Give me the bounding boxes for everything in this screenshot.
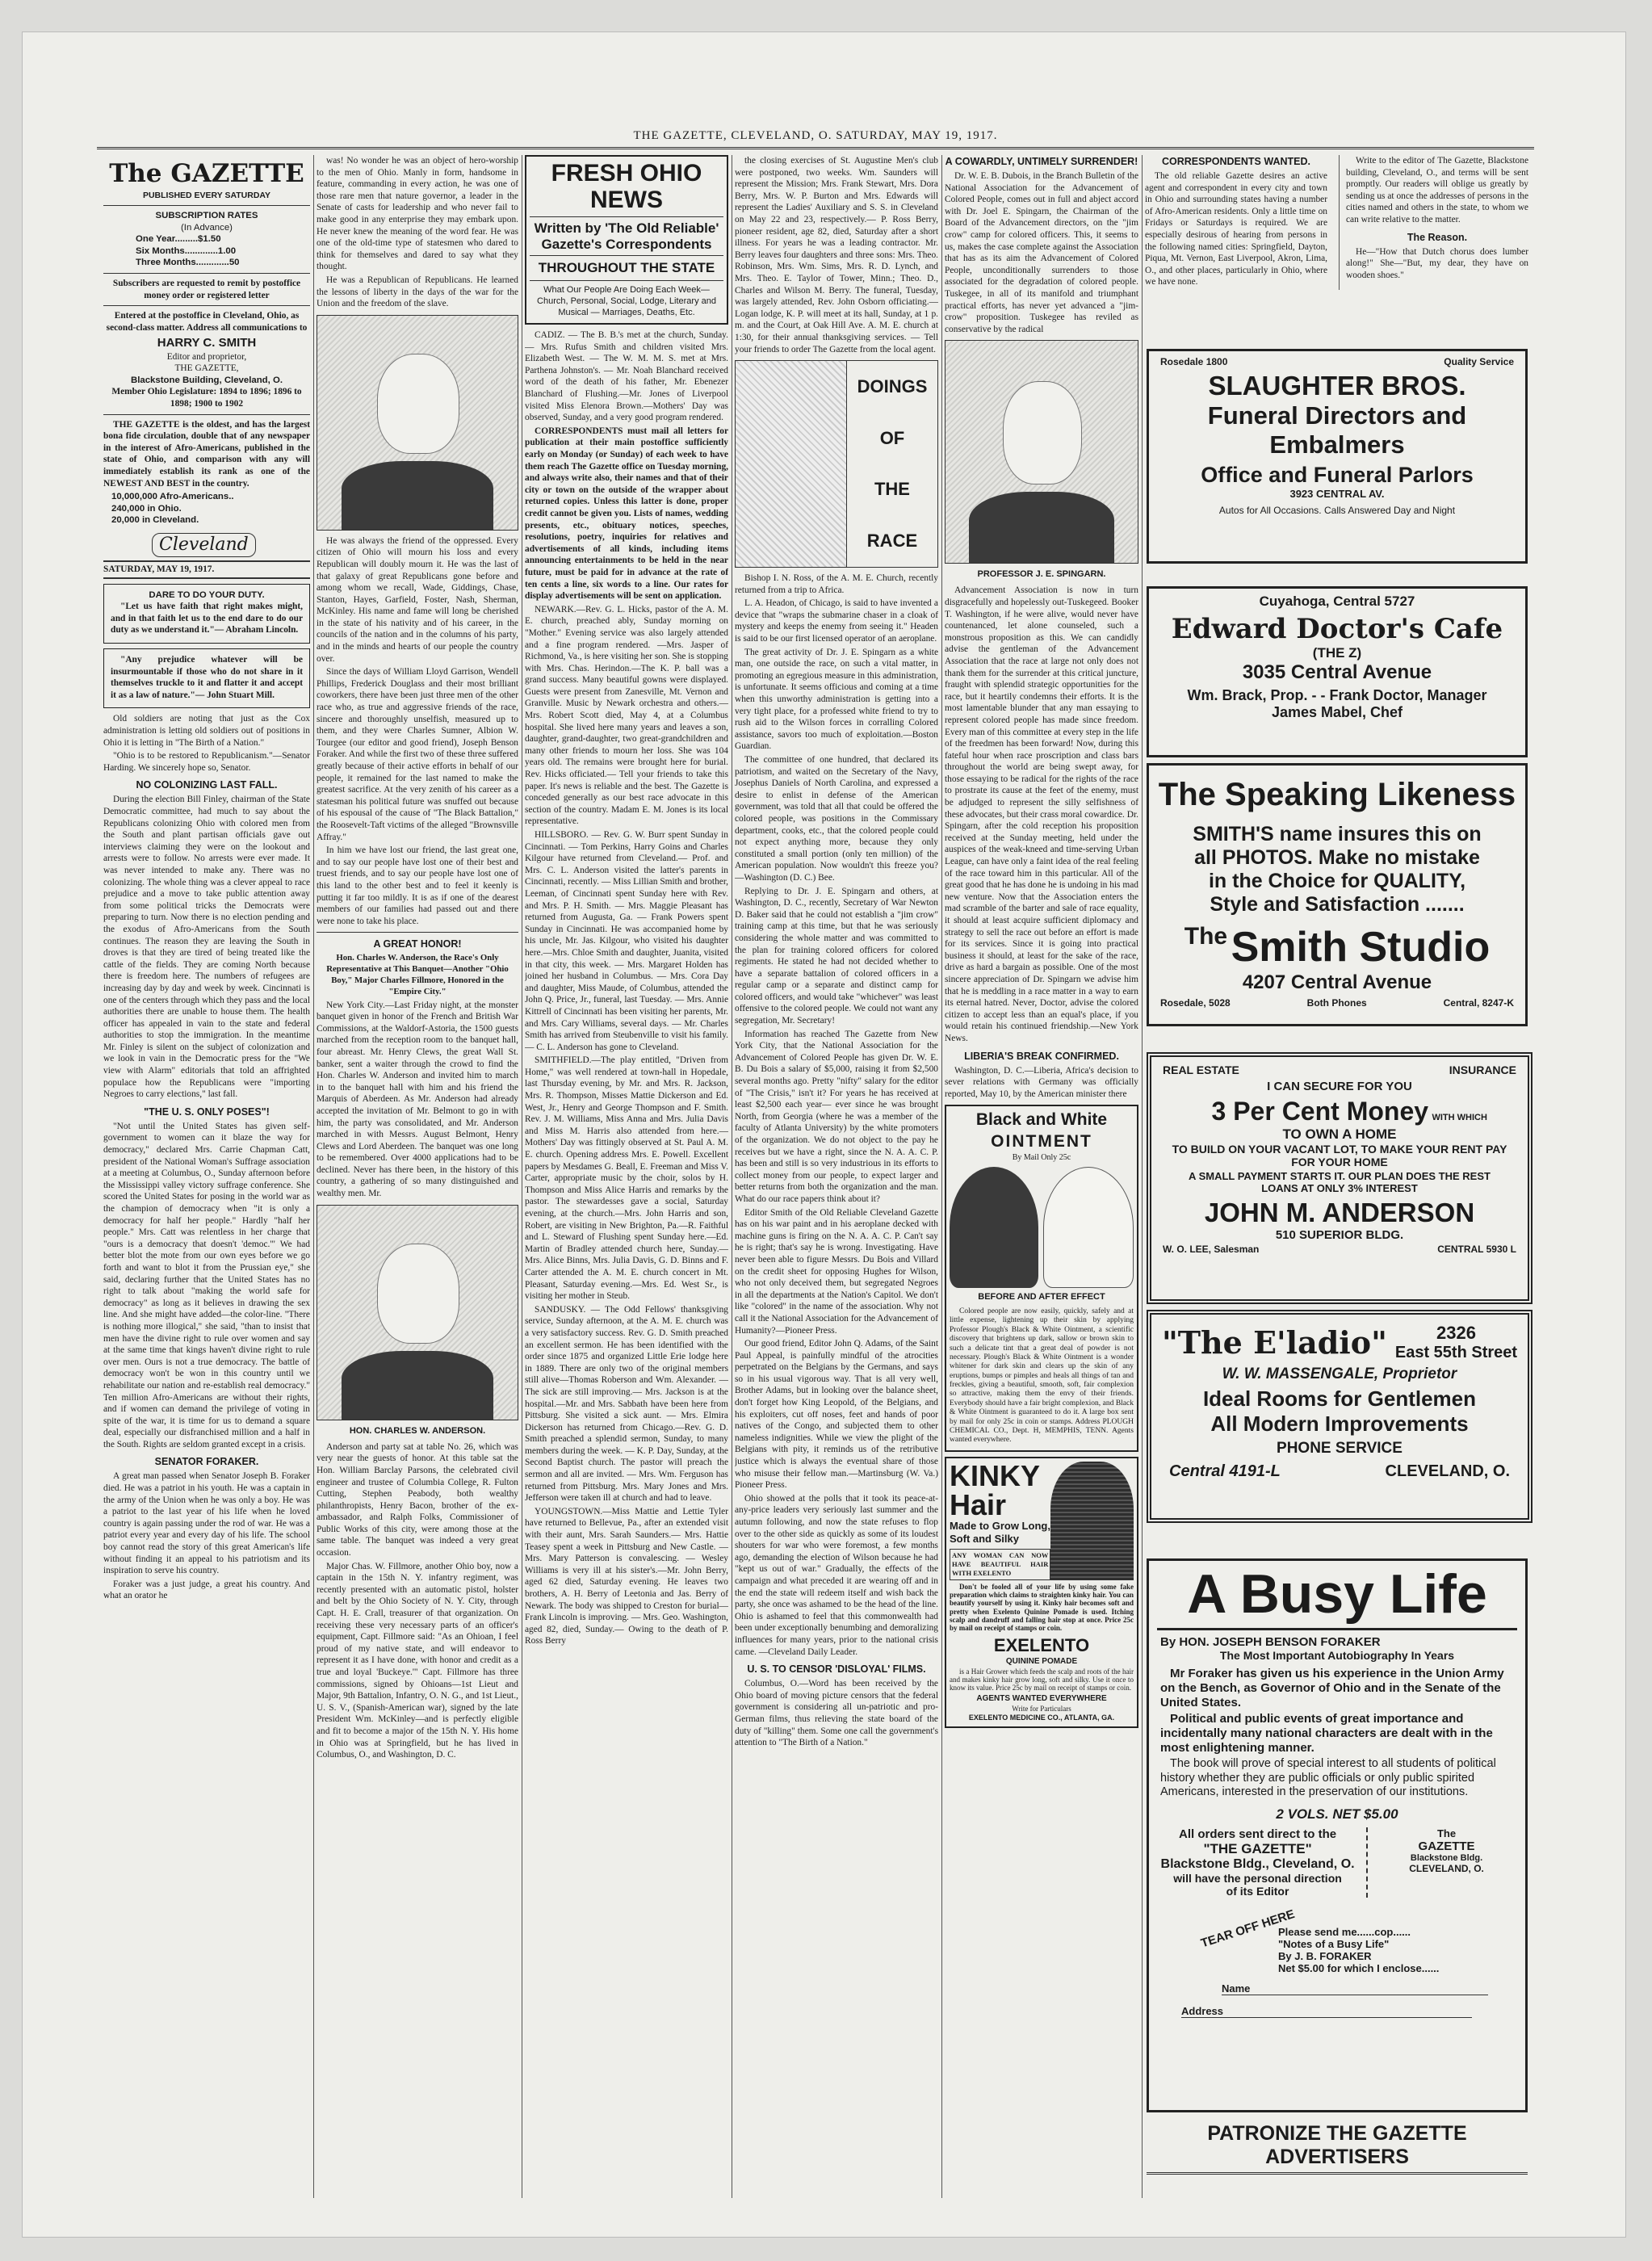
heading-senator-foraker: SENATOR FORAKER. [154,1456,259,1468]
coupon-gazette: GAZETTE [1418,1839,1475,1853]
article-colonizing: During the election Bill Finley, chairman of the State Democratic committee, had much to say about the Republicans colonizing Ohio with colored men from the South and plant partisan officials gave out interviews claiming they were on the lookout and arrests were to follow. No arrests were ever made. It was never intended to make any. There was no colonizing. The whole thing was a clever appeal to race prejudice and a move to take public attention away from some political tricks the Democrats were preparing to turn. Now there is no election pending and the exodus of Afro-Americans from the South continues. The reason they are leaving the South in droves is that they are tired of being treated like the cattle of the fields. They are coming North because there is freedom here. The numbers of refugees are increasing day by day and week by week. Cincinnati is one of the centers through which they pass and the local authorities there are unable to house them. The health officer has appealed in vain to the state and federal authorities to stop the immigration. In the meantime Mr. Finley is silent on the subject of colonization and we look in vain in the Democratic press for the "We view with Alarm" editorials that told an affrighted populace how the Republicans were "importing Negroes to carry elections," last fall. [103,795,310,1100]
article-foraker-5: He was always the friend of the oppressed. Every citizen of Ohio will mourn his loss and every Republican will doubly mourn it. He was the last of that galaxy of great Republicans gone before and among whom we recall, Wade, Giddings, Chase, Stanton, Hayes, Garfield, Foster, Nash, Sherman, McKinley. His name and fame will long be cherished in the state of his nativity and of his career, in the councils of the nation and in the columns of his party, and in the minds and hearts of our people the country over. [317,535,518,664]
coupon-city: CLEVELAND, O. [1409,1862,1484,1874]
issue-date: SATURDAY, MAY 19, 1917. [103,560,310,579]
busy-life-address: Blackstone Bldg., Cleveland, O. [1160,1856,1355,1871]
insurance-label: INSURANCE [1449,1063,1516,1076]
column-6-top [1145,155,1528,341]
eladio-phone: Central 4191-L [1169,1462,1281,1480]
coupon-please-send: Please send me......cop...... [1278,1925,1411,1938]
smith-phone-rosedale: Rosedale, 5028 [1160,997,1231,1009]
cafe-address: 3035 Central Avenue [1242,661,1432,683]
news-bishop-ross: Bishop I. N. Ross, of the A. M. E. Church, recently returned from a trip to Africa. [735,573,938,595]
cartoon-title-of: OF [879,427,905,448]
article-honor-2: Anderson and party sat at table No. 26, which was very near the guests of honor. At this table sat the Hon. William Barclay Parsons, the celebrated civil engineer and trustee of Columbia College, R. Fulton Cutting, Stephen Peabody, both wealthy philanthropists, Henry Bacon, brother of the ex-ambassador, and Ralph Folks, Commissioner of Public Works of this city, were among those at the same table. The banquet was indeed a very great occasion. [317,1441,518,1558]
remit-notice: Subscribers are requested to remit by postoffice money order or registered letter [112,279,301,300]
cafe-proprietor: Wm. Brack, Prop. - - Frank Doctor, Manager [1187,687,1487,703]
eladio-phone-service: PHONE SERVICE [1277,1440,1403,1457]
exelento-name: EXELENTO [993,1634,1090,1655]
coupon-bldg: Blackstone Bldg. [1410,1852,1483,1863]
ointment-before-image [950,1167,1038,1288]
spingarn-portrait [945,340,1138,564]
anderson-real-estate-ad [1147,1052,1533,1304]
article-liberia: Washington, D. C.—Liberia, Africa's decision to sever relations with Germany was officially reported, May 10, by the American minister there [945,1065,1138,1099]
article-foraker-7: In him we have lost our friend, the last great one, and to say our people have lost one of their best and truest friends, and to say our people have lost one of this land to the other best and to feel it keenly is putting it far too mildly. It is as if one of the dearest members of our families had passed out and there were none to take his place. [317,845,518,926]
small-payment: A SMALL PAYMENT STARTS IT. OUR PLAN DOES THE REST [1189,1170,1491,1182]
write-editor-text: Write to the editor of The Gazette, Blackstone building, Cleveland, O., and terms will be sent promptly. Our readers will oblige us greatly by sending us at once the addresses of persons in the cities named and others in the state, to whom we can write relative to the matter. [1346,156,1528,224]
heading-us-poses: "THE U. S. ONLY POSES"! [144,1105,270,1118]
population-ohio: 240,000 in Ohio. [111,503,182,514]
smith-the: The [1184,923,1228,950]
kinky-hair-ad [945,1457,1138,1728]
column-rule [1142,155,1143,2198]
news-committee: The committee of one hundred, that declared its patriotism, and waited on the Secretary of the Navy, Josephus Daniels of North Carolina, and expressed a desire to enlist in defense of the American government, was told that all that could be offered the colored people, was positions in the Commissary department, cooks, etc., that the colored people could not expect anything more, because they only constituted a small portion (only ten million) of the American population. Now wouldn't this freeze you?—Washington (D. C.) Bee. [735,755,938,883]
eladio-name: "The E'ladio" [1161,1324,1387,1361]
doings-of-race-cartoon [735,360,938,568]
correspondents-heading: Written by 'The Old Reliable' Gazette's Correspondents [534,220,719,252]
news-baker: Replying to Dr. J. E. Spingarn and others, at Washington, D. C., recently, Secretary of War Newton D. Baker said that he could not establish a "jim crow" training camp at this time, but that he was seriously considering the whole matter and was committed to the plan for training colored officers for colored regiments. He stated he had not decided whether to have a separate battalion of colored officers in a regular camp or a separate and distinct camp for colored officers, and would take "whichever" was least offensive to the colored people. We could not want any segregation, Mr. Secretary! [735,886,938,1026]
own-a-home: TO OWN A HOME [1282,1126,1397,1142]
rate-six-months: Six Months.............1.00 [136,245,237,256]
coupon-address-field[interactable]: Address [1181,2005,1472,2018]
editorial-soldiers: Old soldiers are noting that just as the Cox administration is letting old soldiers out of positions in Ohio it is letting in "The Birth of a Nation." [103,714,310,748]
coupon-name-field[interactable]: Name [1222,1982,1488,1995]
heading-colonizing: NO COLONIZING LAST FALL. [136,779,278,791]
rate-three-months: Three Months.............50 [136,258,240,268]
correspondents-notice: CORRESPONDENTS must mail all letters for publication at their main postoffice sufficiently early on Monday (or Sunday) of each week to have them reach The Gazette office on Tuesday morning, and always write also, their names and that of their city or town on the outside of the wrapper about returned copies. Unless this latter is done, proper credit cannot be given you. Lists of names, wedding presents, etc., obituary notices, speeches, resolutions, poetry, inquiries for relatives and advertisements of all kinds, including items announcing entertainments to be held in the near future, must be paid for in advance at the rate of ten cents a line, six words to a line. Our rates for display advertisements will be sent on application. [525,426,728,602]
cleveland-logo: Cleveland [152,533,256,557]
busy-life-ad [1147,1558,1528,2112]
coupon-notes: "Notes of a Busy Life" [1278,1937,1390,1950]
masthead-subtitle: PUBLISHED EVERY SATURDAY [142,190,271,200]
editorial-harding: "Ohio is to be restored to Republicanism."—Senator Harding. We sincerely hope so, Senator. [103,751,310,773]
smith-studio-name: Smith Studio [1231,924,1491,971]
ointment-text: Colored people are now easily, quickly, safely and at little expense, lightening up their skin by applying Professor Plough's Black & White Ointment, a scientific discovery that brightens up dark, sallow or brown skin to such a delicate tint that a great deal of powder is not necessary. Plough's Black & White Ointment is a wonder whitener for dark skin and clears up the skin of any eruptions, bumps or pimples and heals all things of tan and freckles, giving a beautiful, smooth, soft, fair complexion so attractive, making them the envy of their friends. Everybody should have a fair bright complexion, and Black & White Ointment is guaranteed to do it. A large box sent by mail for only 25c in coin or stamps. Address PLOUGH CHEMICAL CO., Dept. H, MEMPHIS, TENN. Agents wanted everywhere. [950,1307,1134,1445]
eladio-city: CLEVELAND, O. [1385,1462,1510,1480]
real-estate-label: REAL ESTATE [1163,1063,1239,1076]
three-percent-money: 3 Per Cent Money [1211,1097,1429,1126]
news-sandusky: SANDUSKY. — The Odd Fellows' thanksgiving service, Sunday afternoon, at the A. M. E. church was a very satisfactory success. Rev. G. D. Smith preached an excellent sermon. He has been identified with the order since 1875 and organized Little Erie lodge here in 1889. There are only two of the original members still alive—Thomas Roberson and Wm. Alexander. — The sick are still improving.— Mrs. Jackson is at the hospital.—Mr. and Mrs. Sabbath have been here from Pittsburg. She visited a sick aunt. — Mrs. Elmira Dickerson has returned from Chicago.—Rev. G. D. Smith preached a splendid sermon, Sunday, to many members during the week. — K. P. Day, Sunday, at the Second Baptist church. The pastor will preach the sermon and all are invited. — Mrs. Wm. Ferguson has returned from Pittsburg. Mrs. Mary Jones and Mrs. Jefferson were taken ill at church and had to leave. [525,1304,728,1504]
news-smithfield: SMITHFIELD.—The play entitled, "Driven from Home," was well rendered at town-hall in Hopedale, last Thursday evening, by Mr. and Mrs. R. Jackson, Mrs. R. Thompson, Misses Mattie Dickerson and Ed. West, Jr., Henry and George Thompson and F. Smith. Rev. J. M. Williams, Miss Anna and Mrs. Julia Davis and Miss M. Harris also attended from here.— Mothers' Day was fittingly observed at St. Paul A. M. E. church. Opening address Mrs. E. Powell. Excellent papers by Mesdames G. Beall, E. Freeman and Miss V. Carter, appropriate music by the choir, solos by H. Thompson and Miss Alice Harris and remarks by the pastor. The stewardesses gave a social, Saturday evening, at the church.—Mrs. John Harris and son, Robert, are visiting in New Brighton, Pa.—R. Faithful and L. Steward of Flushing spent Sunday here.—Ed. Martin of Bradley attended church here, Sunday.—Mrs. Alice Binns, Mrs. Julia Davis, G. D. Binns and F. Carter attended the A. M. E. church concert in Mt. Pleasant, Saturday evening.—Mrs. Ed. West Sr., is visiting her mother in Steub. [525,1055,728,1302]
ointment-price: By Mail Only 25c [1012,1153,1071,1163]
article-honor-3: Major Chas. W. Fillmore, another Ohio boy, now a captain in the 15th N. Y. infantry regiment, was recently presented with an automatic pistol, holster and belt by the Ohio Society of N. Y. City, through Capt. H. E. Crall, treasurer of that organization. On receiving these very necessary parts of an officer's equipment, Capt. Fillmore said: "As an Ohioan, I feel proud of my native state, and will endeavor to represent it as I have done, with honor and credit as a true and loyal 'Buckeye.'" Capt. Fillmore has three commissions, signed by Ohioans—1st Lieut and Major, 9th Battalion, Infantry, O. N. G., and 1st Lieut., U. S. V., (Spanish-American war), signed by the late President Wm. McKinley—and is perfectly eligible and fit to become a major of the 15th N. Y. His home in Ohio was at Springfield, but he has lived in Columbus, O., and Washington, D. C. [317,1561,518,1760]
news-youngstown-cont: the closing exercises of St. Augustine Men's club were postponed, two weeks. Wm. Saunders will represent the Mission; Mrs. Frank Stewart, Mrs. Dora Berry, Mrs. W. P. Burton and Mrs. Edwards will represent the Ladies' Auxiliary and S. S. in Cleveland on May 22 and 23, respectively.— P. Ross Berry, pioneer resident, age 82, died, Saturday after a short illness. For years he was a leading contractor. Mr. Berry leaves four daughters and three sons: Mrs. Theo. Robinson, Mrs. Wm. Sims, Mrs. R. D. Lynch, and Mrs. Theo. E. Taylor of Tower, Minn.; Theo. D., Charles and Wilson M. Berry. The funeral, Tuesday, was largely attended, Rev. John Osborn officiating.—Logan lodge, K. P. will meet at its hall, Sunday, at 1 p. m. and the Court, at Oak Hill Ave. A. M. E. church at 1:30, for their annual thanksgiving services. — Tell your friends to order The Gazette from the local agent. [735,156,938,354]
busy-life-orders: All orders sent direct to the [1179,1827,1337,1841]
reason-text: He—"How that Dutch chorus does lumber along!" She—"But, my dear, they have on wooden shoes." [1346,246,1528,280]
busy-life-gazette: "THE GAZETTE" [1203,1840,1312,1856]
column-2 [317,155,518,2198]
exelento-subtitle: QUININE POMADE [1005,1656,1078,1666]
busy-life-p1: Mr Foraker has given us his experience in the Union Army on the Bench, as Governor of Ohio and in the Senate of the United States. [1160,1667,1504,1710]
kinky-box: ANY WOMAN CAN NOW HAVE BEAUTIFUL HAIR WITH EXELENTO [950,1549,1050,1580]
paper-name: THE GAZETTE, [174,363,239,374]
news-headon: L. A. Headon, of Chicago, is said to have invented a device that "wraps the submarine chaser in a cloak of mystery and keeps the enemy from seeing it." Headen is said to be our first licensed operator of an aeroplane. [735,598,938,644]
article-us-poses: "Not until the United States has given self-government to women can it blaze the way for democracy," declared Mrs. Carrie Chapman Catt, president of the National Woman's Suffrage association at a meeting at Columbus, O., Sunday afternoon before the Mississippi valley victory suffrage conference. She scored the United States for posing in the world war as the champion of democracy when "it is only a democracy for half her people." Hardly "half her people." Mrs. Catt was relentless in her charge that "ours is a democracy that doesn't 'democ.'" We had better blot the mote from our own eyes before we go forth and want to blot it from the Prussian eye," she said, declaring further that the United States has no right to talk about "making the world safe for democracy" as long as it believes in drawing the sex line. And she might have added—the color-line. "There is nothing more illogical," she said, "than to insist that men have the divine right to rule over women and say at the same time that kings haven't divine right to rule over men. Ours is not a true democracy. The battle of democracy won't be won in this country until we rehabilitate our nation and re-establish real democracy." Ten million Afro-Americans are without their rights, and if women can demand the privilege of voting in spite of the war, it is time for us to demand a square deal, especially our disfranchised million and a half in the South. Rights are seldom granted except in a crisis. [103,1121,310,1449]
foraker-portrait [317,315,518,531]
cafe-phone: Cuyahoga, Central 5727 [1259,594,1415,609]
rates-subheading: (In Advance) [181,222,233,233]
build-on-lot: TO BUILD ON YOUR VACANT LOT, TO MAKE YOUR RENT PAY FOR YOUR HOME [1172,1143,1507,1168]
cafe-z: (THE Z) [1312,645,1362,661]
exelento-company: EXELENTO MEDICINE CO., ATLANTA, GA. [968,1714,1115,1722]
slaughter-name: SLAUGHTER BROS. [1208,371,1466,401]
busy-life-heading: A Busy Life [1187,1563,1487,1625]
column-5 [945,155,1138,2198]
busy-life-author: By HON. JOSEPH BENSON FORAKER [1160,1635,1381,1650]
cafe-chef: James Mabel, Chef [1271,704,1403,720]
anderson-phone: CENTRAL 5930 L [1437,1244,1516,1255]
loans-interest: LOANS AT ONLY 3% INTEREST [1261,1182,1418,1194]
masthead-title: The GAZETTE [109,159,304,188]
busy-life-subtitle: The Most Important Autobiography In Years [1219,1649,1455,1663]
heading-great-honor: A GREAT HONOR! [373,938,462,950]
eladio-number: 2326 [1436,1323,1476,1343]
eladio-ad [1147,1310,1533,1523]
ointment-subtitle: OINTMENT [991,1132,1092,1151]
busy-life-direction: will have the personal direction [1173,1871,1342,1885]
article-foraker-6: Since the days of William Lloyd Garrison, Wendell Phillips, Frederick Douglass and their most brilliant coworkers, there have been just three men of the other race who, as true and aggressive friends of the race, sincere and thoroughly unselfish, measured up to them, and they were Charles Sumner, Albion W. Tourgee (our editor and good friend), Joseph Benson Foraker. And while the first two of these three suffered greatly because of their active efforts in behalf of our people, it remained for the last named to make the greatest sacrifice. At the very zenith of his career as a statesman his political future was snuffed out because of his espousal of the cause of "The Black Battalion," the Roosevelt-Taft victims of the alleged "Brownsville Affray." [317,667,518,842]
column-rule [941,155,942,2198]
article-foraker-2: Foraker was a just judge, a great his country. And what an orator he [103,1579,310,1601]
busy-life-p3: The book will prove of special interest to all students of political history whether they are public officials or only public spirited Americans, interested in the preservation of our institutions. [1160,1757,1496,1799]
ointment-ad [945,1105,1138,1451]
member-notice: Member Ohio Legislature: 1894 to 1896; 1896 to 1898; 1900 to 1902 [111,387,302,409]
slaughter-bros-ad [1147,349,1528,564]
smith-line2: all PHOTOS. Make no mistake [1194,846,1480,869]
coupon-enclose: Net $5.00 for which I enclose...... [1278,1961,1440,1974]
rates-heading: SUBSCRIPTION RATES [155,211,258,221]
kinky-hair-title: Hair [950,1487,1007,1521]
cartoon-illustration [736,361,847,567]
news-hillsboro: HILLSBORO. — Rev. G. W. Burr spent Sunday in Cincinnati. — Tom Perkins, Harry Goins and Charles Kilgour have returned from Cleveland.— Prof. and Mrs. C. L. Anderson visited the latter's parents in Cincinnati, recently. — Miss Lillian Smith and brother, Leeman, of Cincinnati spent Sunday here with Rev. and Mrs. P. H. Smith. — Mrs. Maggie Pleasant has returned from Augusta, Ga. — Frank Powers spent Sunday in Cincinnati. He was accompanied home by his uncle, Mr. Jas. Kilgour, who visited his daughter here.—Mrs. Chloe Smith and daughter, Juanita, visited in that city, this week. — Mrs. Margaret Holden has joined her husband in Columbus. — Mrs. Cora Day and daughter, Miss Maude, of Columbus, attended the John Q. Price, Jr., funeral, last Tuesday. — Mrs. Annie Kittrell of Cincinnati has been visiting her parents, Mr. and Mrs. Cary Williams, several days. — Mr. Charles Smith has arrived from Steubenville to visit his family. — C. L. Anderson has gone to Cleveland. [525,830,728,1052]
ointment-after-image [1043,1167,1134,1288]
edward-doctors-cafe-ad [1147,586,1528,757]
duty-heading: DARE TO DO YOUR DUTY. [149,589,265,600]
heading-reason: The Reason. [1407,231,1468,243]
correspondents-wanted-text: The old reliable Gazette desires an active agent and correspondent in every city and town in Ohio and surrounding states having a number of Afro-American residents. Only a little time on Fridays or Saturdays is required. We are especially desirous of hearing from persons in the following named cities: Springfield, Dayton, Piqua, Mt. Vernon, East Liverpool, Akron, Lima, O., and other places, particularly in Ohio, where we have none. [1145,171,1327,287]
salesman: W. O. LEE, Salesman [1163,1244,1260,1255]
anderson-portrait [317,1205,518,1420]
slaughter-quality: Quality Service [1444,356,1514,367]
cartoon-title-doings: DOINGS [857,375,928,396]
kinky-hair-image [1050,1462,1134,1580]
fresh-ohio-news-heading: FRESH OHIO NEWS [551,160,702,213]
news-adams: Our good friend, Editor John Q. Adams, of the Saint Paul Appeal, is painfully mindful of the atrocities perpetrated on the Belgians by the Germans, and says so in his usual vigorous way. That is all very well, Brother Adams, but in looking over the balance sheet, don't forget how King Leopold, of the Belgians, and his exploiters, cut off noses, feet and hands of poor natives of the Congo, and subjected them to other nameless indignities. While we view the plight of the Belgians with pity, it reminds us of the retributive justice which is always the eventual share of those who misuse their fellow man.—Martinsburg (W. Va.) Pioneer Press. [735,1339,938,1491]
eladio-line1: Ideal Rooms for Gentlemen [1202,1386,1477,1411]
cafe-name: Edward Doctor's Cafe [1171,613,1503,645]
column-rule [313,155,314,2198]
throughout-state-heading: THROUGHOUT THE STATE [538,260,715,276]
article-cowardly-2: Advancement Association is now in turn disgracefully and hopelessly out-Tuskegeed. Booker T. Washington, if he were alive, would never have countenanced, let alone counseled, such a monstrous proposition as this. We can candidly advise the gentleman of the Advancement Association that the race at large not only does not thank them for the surrender at this critical juncture, fraught with splendid strategic opportunities for the race, but it heartily condemns their efforts. It is the most lamentable blunder that any man essaying to represent colored people has made since freedom. Every man of this committee at every step in the life of the freedmen has been forward! Now, during this fateful hour when race proscription and class bars throughout the world are being swept away, for those essaying to be radical for the rights of the race to prostrate its cause at the feet of the enemy, must be adjudged to represent the silly selfishness of these advocates, but their crass moral cowardice. Dr. Spingarn, after the cold reception his proposition received at the Sunday meeting, held under the auspices of the weak-kneed and time-serving Urban League, can have only a faint idea of the real feeling of the race toward him in this particular. All of the great good that he has done he is undoing in his mad new venture. Now that the Association enters the mad scramble of the barter and sale of race equality, it should at least acquire sufficient diplomacy and strategy to sell the race out before an effort is made for its services. Since it is going into practical business it should, at least for the sake of the race, drive as hard a bargain as possible. One of the most sincere appreciation of Dr. Spingarn we advise him that he is meddling in a race matter in a way to earn its eternal hatred. Never, Doctor, advise the colored citizen to accept less than an equal's place, if you would retain his continued friendship.—New York News. [945,585,1138,1043]
coupon-tear-off: TEAR OFF HERE [1199,1907,1297,1951]
coupon-by: By J. B. FORAKER [1278,1949,1372,1962]
slaughter-line2: Funeral Directors and [1207,401,1467,430]
mill-quote: "Any prejudice whatever will be insurmountable if those who do not share in it themselves truckle to it and flatter it and accept it as a law of nature."— John Stuart Mill. [111,655,303,700]
cartoon-title-the: THE [874,479,910,500]
article-foraker-4: He was a Republican of Republicans. He learned the lessons of liberty in the days of the war for the Union and the freedom of the slave. [317,275,518,309]
kinky-text: Don't be fooled all of your life by using some fake preparation which claims to straighten kinky hair. You can beautify yourself by using it. Kinky hair becomes soft and pretty when Exelento Quinine Pomade is used. Itching scalp and dandruff and falling hair stop at once. Price 25c by mail on receipt of stamps or coin. [950,1582,1134,1633]
secure-for-you: I CAN SECURE FOR YOU [1267,1080,1412,1093]
article-foraker-3: was! No wonder he was an object of hero-worship to the men of Ohio. Manly in form, handsome in feature, commanding in every action, he was one of those rare men that nature governor, a leader in the Senate of casts for leadership and who never fail to make good in any enterprise they may embark upon. He never knew the meaning of the word fear. He was one of the old-time type of statesmen who dared to think for themselves and dared to say what they thought. [317,156,518,272]
speaking-likeness-heading: The Speaking Likeness [1158,777,1516,812]
column-3 [525,155,728,2198]
heading-liberia: LIBERIA'S BREAK CONFIRMED. [964,1050,1119,1062]
anderson-caption: HON. CHARLES W. ANDERSON. [349,1425,486,1436]
heading-censor: U. S. TO CENSOR 'DISLOYAL' FILMS. [747,1663,926,1676]
smith-phone-central: Central, 8247-K [1443,997,1514,1009]
eladio-line2: All Modern Improvements [1210,1412,1469,1436]
slaughter-line4: Office and Funeral Parlors [1201,463,1474,487]
news-ohio-polls: Ohio showed at the polls that it took its peace-at-any-price leaders very seriously last summer and the autumn following, and now the state refuses to flop over to the other side as quickly as some of its loudest shouters for war who were foremost, a few months ago, demanding the election of Wilson because he had "kept us out of war." Gradually, the effects of the campaign and what preceded it are wearing off and in the end the state will redeem itself and wish back the party, she once was ashamed to be the head of the line. Ohio is ashamed to feel that this commonwealth had been under exceptionally benumbing and demoralizing influences for many years, prior to the national crisis came. —Cleveland Daily Leader. [735,1493,938,1657]
running-head: THE GAZETTE, CLEVELAND, O. SATURDAY, MAY 19, 1917. [633,129,998,142]
news-censor: Columbus, O.—Word has been received by the Ohio board of moving picture censors that the federal government is considering all un-patriotic and pro-German films, thus relieving the state board of the duty of "killing" them. Some one call the government's attention to "The Birth of a Nation." [735,1679,938,1748]
slaughter-tagline: Autos for All Occasions. Calls Answered Day and Night [1218,505,1456,516]
news-youngstown: YOUNGSTOWN.—Miss Mattie and Lettie Tyler have returned to Bellevue, Pa., after an extended visit with their aunt, Mrs. Sarah Saunders.— Mrs. Hattie Teasey spent a week in Pittsburg and New Castle. — Mrs. Mary Patterson is convalescing. — Wesley Williams is very ill at his sister's.—Mr. John Berry, aged 62 died, Saturday evening. He leaves two brothers, A. H. Berry of Leetonia and Jas. Berry of Newark. The body was shipped to Creston for burial—Frank Lincoln is improving. — Mrs. Geo. Washington, aged 82, died, Sunday.— Owing to the death of P. Ross Berry [525,1506,728,1646]
eladio-street: East 55th Street [1394,1344,1518,1361]
busy-life-p2: Political and public events of great importance and incidentally many national characters are dealt with in the most enlightening manner. [1160,1712,1493,1756]
editor-title: Editor and proprietor, [166,351,247,362]
write-for-particulars: Write for Particulars [1012,1704,1071,1713]
news-cadiz: CADIZ. — The B. B.'s met at the church, Sunday. — Mrs. Rufus Smith and children visited Mrs. Elizabeth West. — The W. M. M. S. met at Mrs. Parthena Johnston's. — Mr. Noah Blanchard received word of the death of his father, Mr. Ebenezer Blanchard of Flushing.—Mr. Jones of Liverpool visited Miss Elenora Brown.—Mothers' Day was observed, Sunday, and a very good program rendered. [525,330,728,423]
article-foraker-1: A great man passed when Senator Joseph B. Foraker died. He was a patriot in his youth. He was a captain in the army of the Union when he was only a boy. He was a patriot to the last year of his life when he loved country is again passing under the rod of war. He was a patriot every year and every day of his life. The school boy cannot read the story of this great American's life without finding it an appeal to his patriotism and its inspiration to serve his country. [103,1471,310,1576]
header-rule [97,147,1534,149]
news-newark: NEWARK.—Rev. G. L. Hicks, pastor of the A. M. E. church, preached ably, Sunday morning on "Mother." Evening service was also largely attended and a fine program rendered. —Mrs. Jasper of Richmond, Va., is here visiting her son. She is stopping with Mrs. Chas. Herindon.—The K. P. ball was a grand success. Many beautiful gowns were displayed. Guests were present from Zanesville, Mt. Vernon and Granville. Music by Newark orchestra and others.—Mrs. Robert Scott died, May 4, at a Columbus hospital. She lived here many years and leaves a son, daughter, grand-daughter, two great-grandchildren and many other friends to mourn her loss. She was 104 years old. The remains were brought here for burial. Rev. Hicks officiated.— Tell your friends to take this paper. It's news is reliable and the best. The Gazette is conceded generally as our best race advocate in this section of the country. Madam E. M. Jones is its local representative. [525,604,728,827]
eladio-proprietor: W. W. MASSENGALE, Proprietor [1222,1365,1457,1382]
paper-address: Blackstone Building, Cleveland, O. [131,375,283,385]
ointment-caption: BEFORE AND AFTER EFFECT [978,1291,1105,1302]
kinky-subtitle: Made to Grow Long, Soft and Silky [950,1519,1050,1546]
column-4 [735,155,938,2198]
slaughter-address: 3923 CENTRAL AV. [1289,488,1385,500]
coupon-the: The [1436,1827,1457,1839]
heading-cowardly: A COWARDLY, UNTIMELY SURRENDER! [945,156,1138,167]
smith-both-phones: Both Phones [1306,997,1367,1009]
column-1 [103,155,310,2198]
what-our-people-heading: What Our People Are Doing Each Week—Church, Personal, Social, Lodge, Literary and Musical — Marriages, Deaths, Etc. [537,284,716,317]
smith-studio-ad [1147,763,1528,1026]
news-editor-smith: Editor Smith of the Old Reliable Cleveland Gazette has on his war paint and in his aeroplane decked with machine guns is firing on the N. A. A. C. P. Can't say he is right; that's say he is wrong. Investigating. Have never been able to figure Messrs. Du Bois and Villard on the credit sheet for opposing Hughes for Wilson, who not only deceived them, but segregated Negroes in all the departments at the Nation's Capitol. We don't like "colored" in the name of the association. Why not call it the National Association for the Advancement of Humanity?—Pioneer Press. [735,1207,938,1336]
busy-life-editor: of its Editor [1226,1884,1289,1898]
population-us: 10,000,000 Afro-Americans.. [111,492,234,502]
article-cowardly-1: Dr. W. E. B. Dubois, in the Branch Bulletin of the National Association for the Advancement of Colored People, comes out in full and abject accord with Dr. Joel E. Spingarn, the Chairman of the Board of the Advancement directors, on the "jim crow" camp for colored officers. This, it seems to us, makes the case complete against the Association that has as its aim the Advancement of Colored People, unconditionally surrenders to those associated for the degradation of colored people. Tuskegee, in all of its manifold and triumphant practical efforts, has never yet advanced a "jim-crow" proposition. Tuskegee has reviled as conservative by the radical [945,171,1138,334]
anderson-address: 510 SUPERIOR BLDG. [1275,1228,1404,1242]
news-spingarn: The great activity of Dr. J. E. Spingarn as a white man, one outside the race, on such a vital matter, in promoting an egregious measure in this administration, is unfortunate. It seems officious and coming at a time when this unworthy administration is getting into a very tight place, for a professed white friend to try to rush aid to the Wilson forces in corralling Colored assistance, savors too much of exploitation.—Boston Guardian. [735,647,938,752]
smith-address: 4207 Central Avenue [1242,971,1432,993]
editor-name: HARRY C. SMITH [157,336,257,350]
heading-correspondents-wanted: CORRESPONDENTS WANTED. [1161,156,1311,167]
smith-line3: in the Choice for QUALITY, [1208,870,1466,892]
kinky-title: KINKY [950,1458,1041,1492]
slaughter-phone: Rosedale 1800 [1160,356,1228,367]
population-cleveland: 20,000 in Cleveland. [111,515,199,526]
entered-notice: Entered at the postoffice in Cleveland, Ohio, as second-class matter. Address all communications to [106,311,308,333]
slaughter-line3: Embalmers [1269,430,1405,459]
smith-line4: Style and Satisfaction ....... [1210,893,1465,916]
oldest-notice: THE GAZETTE is the oldest, and has the largest bona fide circulation, double that of any newspaper in the interest of Afro-Americans, published in the state of Ohio, and comparison with any will immediately establish its rank as one of the NEWEST AND BEST in the country. [103,419,310,489]
busy-life-price: 2 VOLS. NET $5.00 [1276,1806,1398,1822]
news-dubois-salary: Information has reached The Gazette from New York City, that the National Association for the Advancement of Colored People has given Dr. W. E. B. Du Bois a salary of $5,000, raising it from $2,500 several months ago. Pretty "nifty" salary for the editor of "The Crisis," isn't it? For years he has received at least $2,500 each year— ever since he was brought North, from Georgia (where he was a member of the faculty of Atlanta University) by the white promoters of the organization. We do not object to the pay he receives but we have a right, since the N. A. A. C. P. has been and still is so very industrious in its efforts to collect money from our people, to expect larger and better returns from both the organization and the man. What do our race papers think about it? [735,1029,938,1204]
anderson-name: JOHN M. ANDERSON [1204,1198,1475,1227]
with-which: WITH WHICH [1432,1113,1487,1122]
ointment-title: Black and White [975,1110,1108,1130]
cartoon-title-race: RACE [866,531,918,552]
patronize-banner: PATRONIZE THE GAZETTE ADVERTISERS [1147,2122,1528,2175]
lincoln-quote: "Let us have faith that right makes might, and in that faith let us to the end dare to do our duty as we understand it."— Abraham Lincoln. [111,602,303,636]
spingarn-caption: PROFESSOR J. E. SPINGARN. [977,569,1106,580]
article-honor-1: New York City.—Last Friday night, at the monster banquet given in honor of the French and British War Commissions, at the Waldorf-Astoria, the 1500 guests marched from the reception room to the banquet hall, four abreast. Mr. Henry Clews, the great Wall St. banker, sent a waiter through the crowd to find the Hon. Charles W. Anderson and invited him to march in to the banquet hall with him and his friend the Marquis of Aberdeen. As Mr. Anderson had already accepted the invitation of Mr. Belmont to go in with him, the party was consolidated, and Mr. Anderson marched in with Messrs. August Belmont, Henry Clews and Lord Aberdeen. The banquet was one long to be remembered. Over 4000 applications had to be declined. Never has there been, in the history of this country, a gathering of so many distinguished and wealthy men. Mr. [317,1000,518,1199]
subheading-great-honor: Hon. Charles W. Anderson, the Race's Only Representative at This Banquet—Another "Ohio Boy," Major Charles Fillmore, Honored in the "Empire City." [326,953,509,996]
smith-line1: SMITH'S name insures this on [1193,823,1482,845]
exelento-text: is a Hair Grower which feeds the scalp and roots of the hair and makes kinky hair grow long, soft and silky. Use it once to know its value. Price 25c by mail on receipt of stamps or coin. [950,1667,1134,1693]
agents-wanted: AGENTS WANTED EVERYWHERE [976,1693,1107,1703]
rate-one-year: One Year.........$1.50 [136,234,221,245]
